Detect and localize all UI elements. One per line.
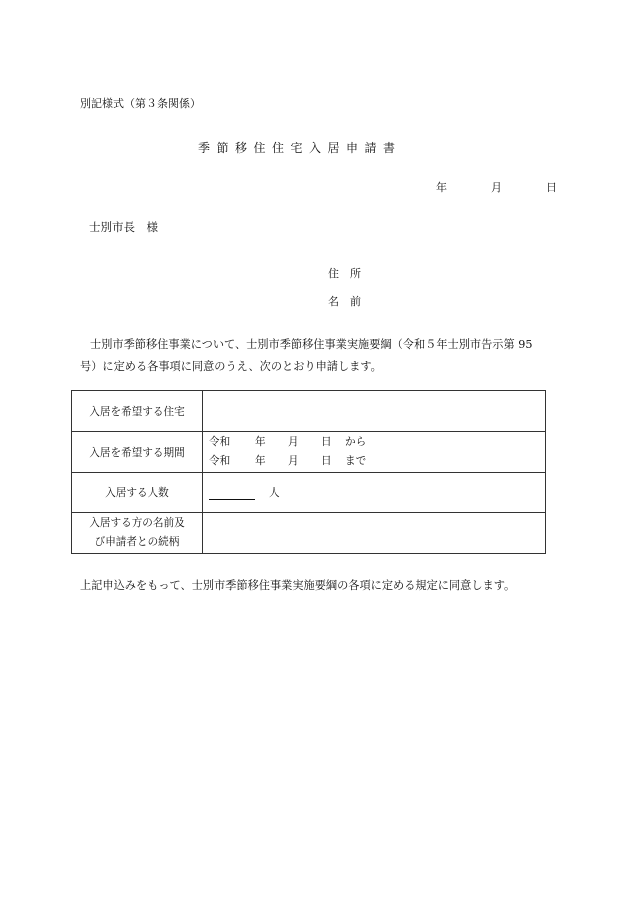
period-field[interactable] xyxy=(203,432,546,473)
table-row-names xyxy=(72,513,546,554)
names-label xyxy=(72,513,203,554)
table-row-occupants xyxy=(72,473,546,513)
period-end-year: 年 xyxy=(255,455,266,467)
occupant-count-blank[interactable] xyxy=(209,487,255,500)
occupants-label: 入居する人数 xyxy=(72,473,203,513)
table-row-housing xyxy=(72,391,546,432)
date-year: 年 xyxy=(436,181,447,194)
body-line-2: 号）に定める各事項に同意のうえ、次のとおり申請します。 xyxy=(80,360,382,373)
period-start-day: 日 xyxy=(321,436,332,448)
period-end-line xyxy=(209,452,545,471)
housing-label: 入居を希望する住宅 xyxy=(72,391,203,432)
period-end-day: 日 xyxy=(321,455,332,467)
names-label-line-2: び申請者との続柄 xyxy=(94,536,180,548)
application-table xyxy=(71,390,546,554)
body-paragraph xyxy=(80,334,555,378)
name-label: 名 前 xyxy=(328,295,361,308)
names-field[interactable] xyxy=(203,513,546,554)
document-title: 季節移住住宅入居申請書 xyxy=(198,141,402,155)
period-end-suffix: まで xyxy=(345,455,367,467)
addressee: 士別市長 様 xyxy=(89,220,158,234)
date-day: 日 xyxy=(546,181,557,194)
period-start-month: 月 xyxy=(288,436,299,448)
period-start-year: 年 xyxy=(255,436,266,448)
names-label-line-1: 入居する方の名前及 xyxy=(89,517,185,529)
occupants-field[interactable] xyxy=(203,473,546,513)
period-start-line xyxy=(209,433,545,452)
period-end-month: 月 xyxy=(288,455,299,467)
closing-statement: 上記申込みをもって、士別市季節移住事業実施要綱の各項に定める規定に同意します。 xyxy=(80,579,516,592)
period-end-era: 令和 xyxy=(209,455,231,467)
housing-field[interactable] xyxy=(203,391,546,432)
date-month: 月 xyxy=(491,181,502,194)
body-line-1: 士別市季節移住事業について、士別市季節移住事業実施要綱（令和５年士別市告示第 95 xyxy=(90,338,533,351)
form-reference: 別記様式（第３条関係） xyxy=(80,97,201,110)
period-label: 入居を希望する期間 xyxy=(72,432,203,473)
date-line xyxy=(436,179,557,195)
occupants-unit: 人 xyxy=(269,487,280,499)
period-start-suffix: から xyxy=(345,436,367,448)
period-start-era: 令和 xyxy=(209,436,231,448)
table-row-period xyxy=(72,432,546,473)
address-label: 住 所 xyxy=(328,267,361,280)
